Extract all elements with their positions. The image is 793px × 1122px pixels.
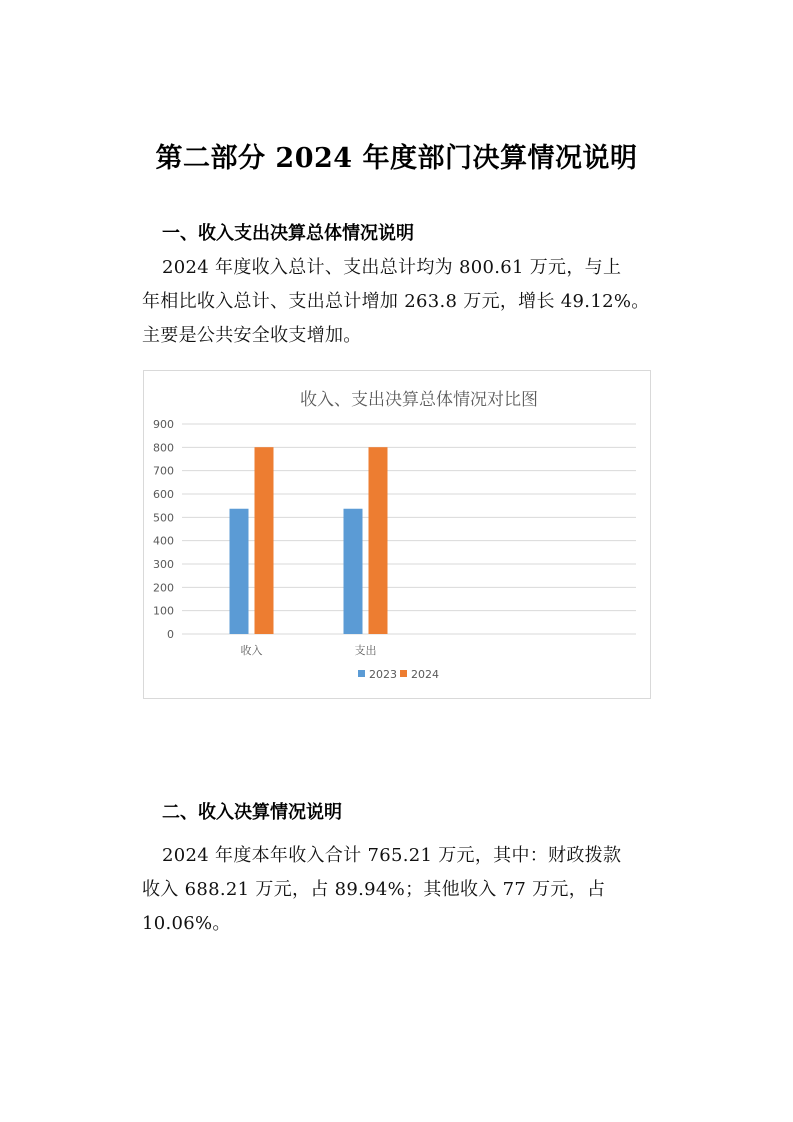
bar-2024-2 [369,447,388,634]
x-category-label: 支出 [354,644,377,657]
paragraph-line: 年相比收入总计、支出总计增加 263.8 万元，增长 49.12%。 [142,291,650,312]
legend-label: 2023 [369,668,397,681]
section-2-paragraph [142,839,682,941]
bar-2023-2 [344,509,363,634]
legend-swatch [400,670,407,677]
page-title: 第二部分 2024 年度部门决算情况说明 [155,143,638,174]
y-tick-label: 700 [153,464,174,478]
paragraph-line: 收入 688.21 万元，占 89.94%；其他收入 77 万元，占 10.06%。 [142,879,606,934]
paragraph-line: 主要是公共安全收支增加。 [142,325,362,346]
y-tick-label: 300 [153,558,174,571]
y-tick-label: 200 [153,581,174,595]
comparison-chart [143,370,651,699]
y-tick-label: 400 [153,534,174,548]
chart-title: 收入、支出决算总体情况对比图 [300,390,538,410]
bar-2023-1 [230,509,249,634]
bar-2024-1 [255,447,274,634]
section-1-paragraph [142,251,682,353]
y-tick-label: 0 [167,628,174,641]
legend-label: 2024 [411,668,439,681]
x-category-label: 收入 [240,644,263,657]
y-tick-label: 100 [153,604,174,618]
section-2-heading: 二、收入决算情况说明 [162,802,342,823]
chart-canvas [144,371,650,698]
y-tick-label: 900 [153,418,174,431]
section-1-heading: 一、收入支出决算总体情况说明 [162,223,414,244]
y-tick-label: 500 [153,511,174,525]
paragraph-line: 2024 年度收入总计、支出总计均为 800.61 万元，与上 [162,257,622,278]
legend-swatch [358,670,365,677]
y-tick-label: 800 [153,441,174,455]
y-tick-label: 600 [153,488,174,501]
paragraph-line: 2024 年度本年收入合计 765.21 万元，其中：财政拨款 [162,845,622,866]
